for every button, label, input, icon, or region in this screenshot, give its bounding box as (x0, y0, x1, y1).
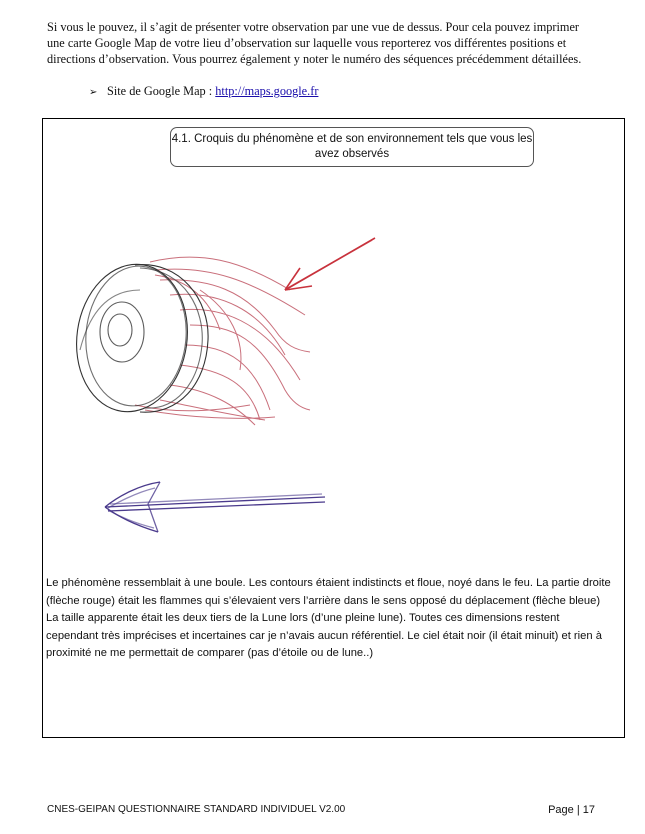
phenomenon-sketch (60, 220, 390, 550)
footer-page-number: Page | 17 (548, 804, 595, 816)
bullet-label: Site de Google Map : (107, 84, 216, 98)
ball-strokes (67, 257, 208, 419)
caption-line-1: 4.1. Croquis du phénomène et de son environnement tels que vous les (171, 133, 533, 145)
red-arrow-icon (285, 238, 375, 290)
description-line-4: cependant très imprécises et incertaines car je n’avais aucun référentiel. Le ciel était noir (il était minuit) et rien à (46, 629, 602, 642)
blue-arrow-icon (105, 482, 325, 532)
description-line-5: proximité ne me permettait de comparer (pas d’étoile ou de lune..) (46, 647, 374, 659)
description-line-3: La taille apparente était les deux tiers de la Lune lors (d’une pleine lune). Toutes ces dimensions restent (46, 612, 560, 624)
section-caption (170, 127, 534, 167)
description-line-2: (flèche rouge) était les flammes qui s’élevaient vers l’arrière dans le sens opposé du déplacement (flèche bleue) (46, 594, 601, 607)
caption-line-2: avez observés (314, 148, 390, 160)
flame-strokes (135, 257, 310, 425)
google-map-link[interactable]: http://maps.google.fr (215, 84, 319, 98)
phenomenon-description (46, 575, 621, 663)
google-map-bullet (89, 83, 318, 101)
footer-document-title: CNES-GEIPAN QUESTIONNAIRE STANDARD INDIVIDUEL V2.00 (47, 804, 346, 815)
description-line-1: Le phénomène ressemblait à une boule. Les contours étaient indistincts et floue, noyé dans le feu. La partie droite (46, 577, 611, 589)
intro-paragraph: Si vous le pouvez, il s’agit de présenter votre observation par une vue de dessus. Pour cela pouvez imprimer une carte Google Map de votre lieu d’observation sur laquelle vous reporterez vos différentes positions et directions d’observation. Vous pourrez également y noter le numéro des séquences précédemment détaillées. (47, 20, 582, 66)
bullet-arrow-icon: ➢ (89, 87, 98, 98)
